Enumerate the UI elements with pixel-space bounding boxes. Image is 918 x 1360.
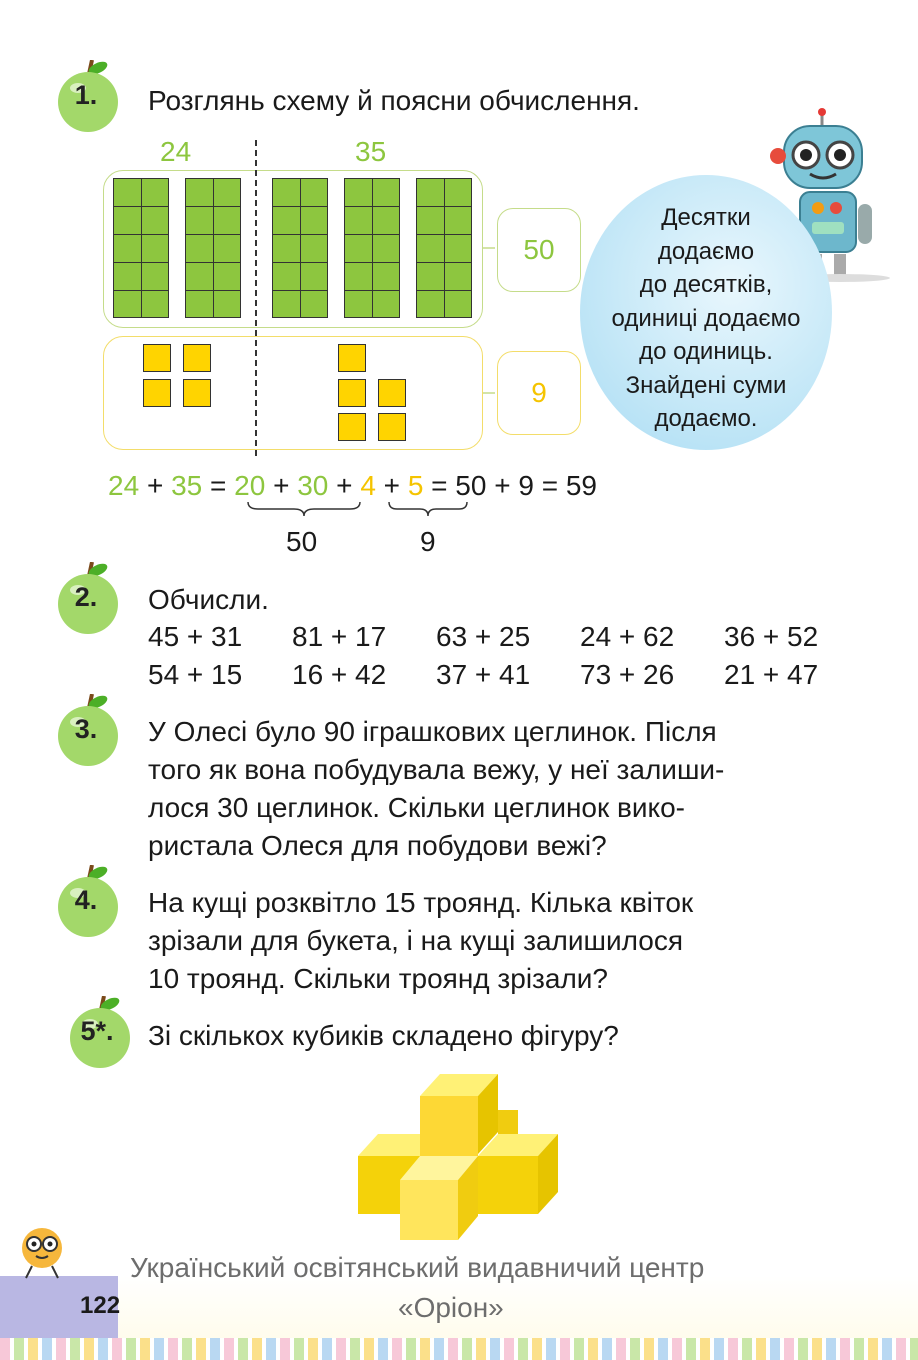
hint-line: до одиниць. xyxy=(639,338,773,365)
unit-cube xyxy=(143,344,171,372)
brace-tens-value: 50 xyxy=(286,526,318,557)
task-1-text: Розглянь схему й поясни обчислення. xyxy=(148,85,640,116)
unit-cube xyxy=(338,344,366,372)
ones-sum-value: 9 xyxy=(531,377,547,408)
text-line: лося 30 цеглинок. Скільки цеглинок вико- xyxy=(148,792,686,823)
text-line: У Олесі було 90 іграшкових цеглинок. Після xyxy=(148,716,717,747)
eq-term: 30 xyxy=(297,470,329,501)
task-number: 4. xyxy=(74,885,98,915)
unit-cube xyxy=(183,379,211,407)
hint-line: до десятків, xyxy=(639,271,773,298)
exercise: 37 + 41 xyxy=(436,659,531,690)
eq-op: + xyxy=(273,470,290,501)
eq-op: + xyxy=(383,470,401,501)
unit-cube xyxy=(338,413,366,441)
task-5-text: Зі скількох кубиків складено фігуру? xyxy=(148,1020,619,1051)
text-line: 10 троянд. Скільки троянд зрізали? xyxy=(148,963,609,994)
ten-rod xyxy=(272,178,328,318)
eq-term: 20 xyxy=(234,470,266,501)
divider-dashed-line xyxy=(255,140,257,456)
eq-op: + xyxy=(336,470,353,501)
task-number: 3. xyxy=(74,714,98,744)
hint-line: одиниці додаємо xyxy=(611,304,801,332)
eq-op: = xyxy=(210,470,227,501)
unit-cube xyxy=(378,413,406,441)
eq-term: 5 xyxy=(407,470,424,501)
eq-term: 35 xyxy=(171,470,203,501)
hint-line: додаємо xyxy=(657,237,755,265)
ten-rod xyxy=(344,178,400,318)
scheme-left-number: 24 xyxy=(160,136,192,167)
tens-sum-box xyxy=(497,208,581,292)
exercise: 45 + 31 xyxy=(148,621,243,652)
publisher-line-1: Український освітянський видавничий центр xyxy=(130,1252,705,1283)
equation xyxy=(108,470,597,502)
task-2-text: Обчисли. xyxy=(148,584,269,615)
publisher-line-2: «Оріон» xyxy=(398,1292,504,1323)
exercise: 54 + 15 xyxy=(148,659,243,690)
ones-sum-box xyxy=(497,351,581,435)
exercise: 21 + 47 xyxy=(724,659,819,690)
hint-line: додаємо. xyxy=(654,405,758,432)
unit-cube xyxy=(183,344,211,372)
cube-figure xyxy=(356,1068,562,1244)
task-1-apple xyxy=(56,60,120,126)
ten-rod xyxy=(113,178,169,318)
brace-ones xyxy=(387,500,469,518)
hint-bubble xyxy=(580,175,832,450)
hint-line: Десятки xyxy=(661,204,751,231)
brace-tens xyxy=(246,500,362,518)
task-number: 2. xyxy=(74,582,98,612)
exercise-row-1 xyxy=(148,618,868,656)
task-4-apple xyxy=(56,865,120,931)
footer-stripes xyxy=(0,1338,918,1360)
text-line: того як вона побудувала вежу, у неї залиши- xyxy=(148,754,725,785)
unit-cube xyxy=(378,379,406,407)
task-2-apple xyxy=(56,562,120,628)
hint-bubble-text xyxy=(580,201,832,436)
scheme-right-number: 35 xyxy=(355,136,387,167)
mascot-illustration xyxy=(14,1222,74,1280)
exercise: 36 + 52 xyxy=(724,621,819,652)
task-number: 1. xyxy=(74,80,98,110)
eq-term: 24 xyxy=(108,470,140,501)
text-line: зрізали для букета, і на кущі залишилося xyxy=(148,925,683,956)
ten-rod xyxy=(416,178,472,318)
ten-rod xyxy=(185,178,241,318)
exercise: 81 + 17 xyxy=(292,621,387,652)
task-number: 5*. xyxy=(80,1016,114,1046)
exercise: 63 + 25 xyxy=(436,621,531,652)
text-line: ристала Олеся для побудови вежі? xyxy=(148,830,607,861)
eq-term: 4 xyxy=(360,470,376,501)
task-3-text xyxy=(148,713,844,865)
exercise: 24 + 62 xyxy=(580,621,675,652)
exercise: 16 + 42 xyxy=(292,659,387,690)
tens-sum-value: 50 xyxy=(523,234,555,265)
task-4-text xyxy=(148,884,844,998)
text-line: На кущі розквітло 15 троянд. Кілька квіток xyxy=(148,887,694,918)
eq-op: + xyxy=(146,470,164,501)
task-3-apple xyxy=(56,694,120,760)
exercise-row-2 xyxy=(148,656,868,694)
task-5-apple xyxy=(68,996,132,1062)
hint-line: Знайдені суми xyxy=(625,371,787,399)
page-number: 122 xyxy=(80,1292,121,1319)
brace-ones-value: 9 xyxy=(420,526,436,557)
exercise: 73 + 26 xyxy=(580,659,675,690)
unit-cube xyxy=(143,379,171,407)
eq-result: = 50 + 9 = 59 xyxy=(431,470,597,501)
unit-cube xyxy=(338,379,366,407)
